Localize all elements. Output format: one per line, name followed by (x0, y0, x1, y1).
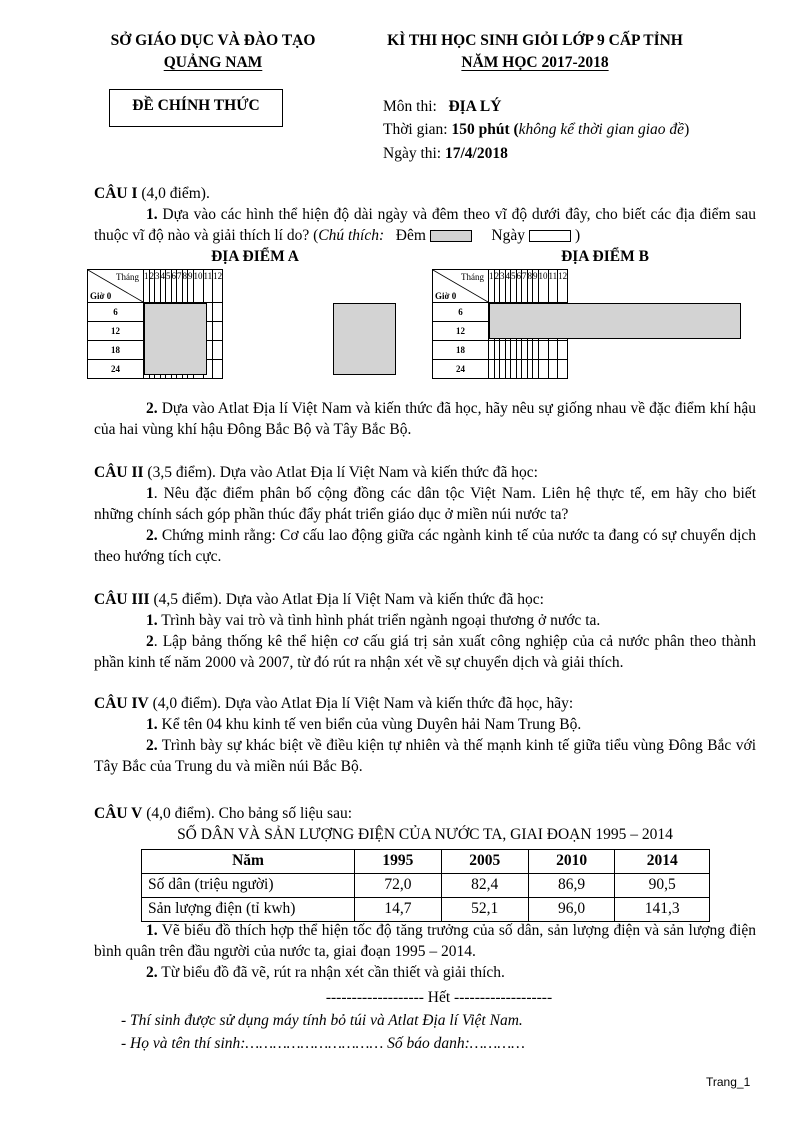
q2-p2-num: 2. (146, 526, 158, 544)
q1-note-label: Chú thích: (318, 226, 385, 244)
table-row (142, 898, 710, 922)
table-header-cell: 1995 (355, 850, 442, 874)
q5-intro: (4,0 điểm). Cho bảng số liệu sau: (146, 805, 353, 822)
grid-month-label: 2 (149, 270, 155, 303)
table-cell: 86,9 (528, 874, 615, 898)
exam-header (355, 30, 715, 73)
q5-p1-text: Vẽ biểu đồ thích hợp thể hiện tốc độ tăng trưởng của số dân, sản lượng điện và sản lượng điện bình quân trên đầu người của nước ta, giai đoạn 1995 – 2014. (94, 922, 756, 960)
q1-p2-text: Dựa vào Atlat Địa lí Việt Nam và kiến thức đã học, hãy nêu sự giống nhau về đặc điểm khí hậu của hai vùng khí hậu Đông Bắc Bộ và Tây Bắc Bộ. (94, 400, 756, 438)
q4-p1-text: Kể tên 04 khu kinh tế ven biển của vùng Duyên hải Nam Trung Bộ. (161, 715, 582, 733)
q2-intro: (3,5 điểm). Dựa vào Atlat Địa lí Việt Nam và kiến thức đã học: (147, 464, 538, 481)
q2-title: CÂU II (94, 464, 144, 481)
q3-p2-num: 2 (146, 632, 154, 650)
grid-month-label: 12 (213, 270, 223, 303)
province-name: QUẢNG NAM (163, 53, 263, 71)
grid-month-label: 8 (182, 270, 188, 303)
grid-hour-axis-label: Giờ 0 (435, 290, 457, 301)
q2-p2-text: Chứng minh rằng: Cơ cấu lao động giữa các ngành kinh tế của nước ta đang có sự chuyển dịch theo hướng tích cực. (94, 526, 757, 565)
time-label: Thời gian: (383, 121, 448, 139)
grid-month-label: 6 (516, 270, 522, 303)
chart-a-title: ĐỊA ĐIỂM A (211, 248, 299, 265)
grid-month-axis-label: Tháng (116, 272, 139, 282)
table-cell: 72,0 (355, 874, 442, 898)
grid-cell (213, 341, 223, 360)
grid-month-label: 6 (171, 270, 177, 303)
q2-p1-num: 1 (146, 484, 154, 502)
grid-cell (213, 322, 223, 341)
page-number: Trang_1 (706, 1075, 751, 1089)
table-header-cell: 2014 (615, 850, 710, 874)
q5-p2-text: Từ biểu đồ đã vẽ, rút ra nhận xét cần thiết và giải thích. (161, 963, 505, 981)
grid-month-label: 10 (538, 270, 548, 303)
grid-month-label: 2 (494, 270, 500, 303)
grid-cell (558, 341, 568, 360)
question-1: CÂU I (4,0 điểm). 1. Dựa vào các hình thể hiện độ dài ngày và đêm theo vĩ độ dưới đây, cho biết các địa điểm sau thuộc vĩ độ nào và giải thích lí do? (Chú thích: Đêm Ngày ) (94, 185, 756, 244)
night-shade-block (489, 303, 741, 339)
department-name: SỞ GIÁO DỤC VÀ ĐÀO TẠO (110, 32, 316, 49)
grid-cell (538, 341, 548, 360)
q4-intro: (4,0 điểm). Dựa vào Atlat Địa lí Việt Nam và kiến thức đã học, hãy: (152, 695, 574, 712)
q1-part-2 (94, 399, 756, 441)
grid-month-label: 8 (527, 270, 533, 303)
grid-hour-label: 6 (433, 303, 489, 322)
grid-cell (213, 303, 223, 322)
q5-parts (94, 921, 756, 984)
q3-p2-text: . Lập bảng thống kê thể hiện cơ cấu giá trị sản xuất công nghiệp của cả nước phân theo thành phần kinh tế năm 2000 và 2007, từ đó rút ra nhận xét về sự chuyển dịch và giải thích. (94, 632, 756, 671)
grid-row (433, 360, 568, 379)
grid-cell (558, 360, 568, 379)
grid-header-row (433, 270, 568, 303)
question-2 (94, 463, 756, 568)
grid-hour-label: 12 (433, 322, 489, 341)
grid-row (433, 341, 568, 360)
table-header-row (142, 850, 710, 874)
q1-p2-num: 2. (146, 400, 158, 417)
table-cell: Số dân (triệu người) (142, 874, 355, 898)
grid-month-label: 4 (505, 270, 511, 303)
table-header-cell: 2005 (441, 850, 528, 874)
q3-p1-text: Trình bày vai trò và tình hình phát triển ngành ngoại thương ở nước ta. (161, 611, 601, 629)
question-4 (94, 694, 756, 778)
grid-month-label: 1 (144, 270, 150, 303)
grid-month-label: 3 (500, 270, 506, 303)
department-header (88, 30, 338, 73)
q5-table-title: SỐ DÂN VÀ SẢN LƯỢNG ĐIỆN CỦA NƯỚC TA, GIAI ĐOẠN 1995 – 2014 (177, 826, 673, 843)
question-3 (94, 590, 756, 674)
grid-month-axis-label: Tháng (461, 272, 484, 282)
grid-header-row (88, 270, 223, 303)
q5-title: CÂU V (94, 805, 143, 822)
grid-month-label: 9 (533, 270, 539, 303)
night-shade-block (144, 303, 207, 375)
table-cell: 14,7 (355, 898, 442, 922)
grid-cell (548, 341, 558, 360)
table-row (142, 874, 710, 898)
grid-month-label: 3 (155, 270, 161, 303)
grid-hour-label: 24 (433, 360, 489, 379)
grid-month-label: 12 (558, 270, 568, 303)
candidate-note-1: - Thí sinh được sử dụng máy tính bỏ túi và Atlat Địa lí Việt Nam. (121, 1012, 523, 1029)
grid-month-label: 11 (548, 270, 558, 303)
table-cell: 96,0 (528, 898, 615, 922)
table-cell: 90,5 (615, 874, 710, 898)
grid-hour-label: 24 (88, 360, 144, 379)
exam-name: KÌ THI HỌC SINH GIỎI LỚP 9 CẤP TỈNH (387, 32, 683, 49)
table-header-cell: 2010 (528, 850, 615, 874)
q4-p2-text: Trình bày sự khác biệt về điều kiện tự nhiên và thế mạnh kinh tế giữa tiểu vùng Đông Bắc với Tây Bắc của Trung du và miền núi Bắc Bộ. (94, 736, 756, 775)
q3-p1-num: 1. (146, 611, 158, 629)
grid-hour-label: 18 (88, 341, 144, 360)
table-cell: 52,1 (441, 898, 528, 922)
legend-day-swatch (529, 230, 571, 242)
official-exam-badge: ĐỀ CHÍNH THỨC (109, 89, 283, 127)
grid-month-label: 11 (203, 270, 213, 303)
legend-night-label: Đêm (395, 226, 426, 244)
q3-intro: (4,5 điểm). Dựa vào Atlat Địa lí Việt Nam và kiến thức đã học: (153, 591, 544, 608)
grid-cell (538, 360, 548, 379)
grid-month-label: 1 (489, 270, 495, 303)
grid-month-label: 7 (177, 270, 183, 303)
candidate-note-2: - Họ và tên thí sinh:………………………… Số báo danh:………… (121, 1035, 525, 1052)
time-value: 150 phút (451, 121, 510, 139)
date-label: Ngày thi: (383, 144, 442, 162)
subject-value: ĐỊA LÝ (448, 98, 502, 115)
legend-day-label: Ngày (491, 226, 525, 244)
grid-hour-label: 12 (88, 322, 144, 341)
exam-meta: Môn thi: ĐỊA LÝ Thời gian: 150 phút (không kể thời gian giao đề) Ngày thi: 17/4/2018 (383, 98, 690, 162)
q4-p1-num: 1. (146, 715, 158, 733)
night-shade-block (333, 303, 396, 375)
grid-corner-cell (88, 270, 144, 303)
q3-title: CÂU III (94, 591, 150, 608)
date-value: 17/4/2018 (445, 144, 508, 162)
table-header-cell: Năm (142, 850, 355, 874)
grid-month-label: 10 (193, 270, 203, 303)
grid-cell (213, 360, 223, 379)
population-electricity-table (141, 849, 710, 922)
time-note: không kể thời gian giao đề (518, 121, 685, 139)
grid-hour-axis-label: Giờ 0 (90, 290, 112, 301)
table-cell: Sản lượng điện (tỉ kwh) (142, 898, 355, 922)
grid-month-label: 5 (166, 270, 172, 303)
q5-p2-num: 2. (146, 963, 158, 981)
grid-hour-label: 6 (88, 303, 144, 322)
q4-p2-num: 2. (146, 736, 158, 754)
grid-cell (548, 360, 558, 379)
q5-p1-num: 1. (146, 922, 158, 939)
grid-month-label: 5 (511, 270, 517, 303)
grid-corner-cell (433, 270, 489, 303)
grid-month-label: 7 (522, 270, 528, 303)
chart-b-title: ĐỊA ĐIỂM B (561, 248, 649, 265)
q1-title: CÂU I (94, 185, 138, 202)
q2-p1-text: . Nêu đặc điểm phân bố cộng đồng các dân tộc Việt Nam. Liên hệ thực tế, em hãy cho biết những chính sách góp phần thúc đẩy phát triển giáo dục ở miền núi nước ta? (94, 484, 756, 523)
school-year: NĂM HỌC 2017-2018 (461, 53, 609, 71)
legend-night-swatch (430, 230, 472, 242)
table-cell: 82,4 (441, 874, 528, 898)
question-5 (94, 804, 756, 825)
grid-hour-label: 18 (433, 341, 489, 360)
q1-p1-num: 1. (146, 205, 158, 223)
subject-label: Môn thi: (383, 98, 437, 115)
q1-points: (4,0 điểm). (141, 185, 210, 202)
q4-title: CÂU IV (94, 695, 149, 712)
table-cell: 141,3 (615, 898, 710, 922)
grid-month-label: 9 (188, 270, 194, 303)
end-marker: ------------------- Hết ------------------- (325, 989, 553, 1006)
grid-month-label: 4 (160, 270, 166, 303)
q1-p1-text: Dựa vào các hình thể hiện độ dài ngày và đêm theo vĩ độ dưới đây, cho biết các địa điểm sau thuộc vĩ độ nào và giải thích lí do? ( (94, 205, 756, 244)
